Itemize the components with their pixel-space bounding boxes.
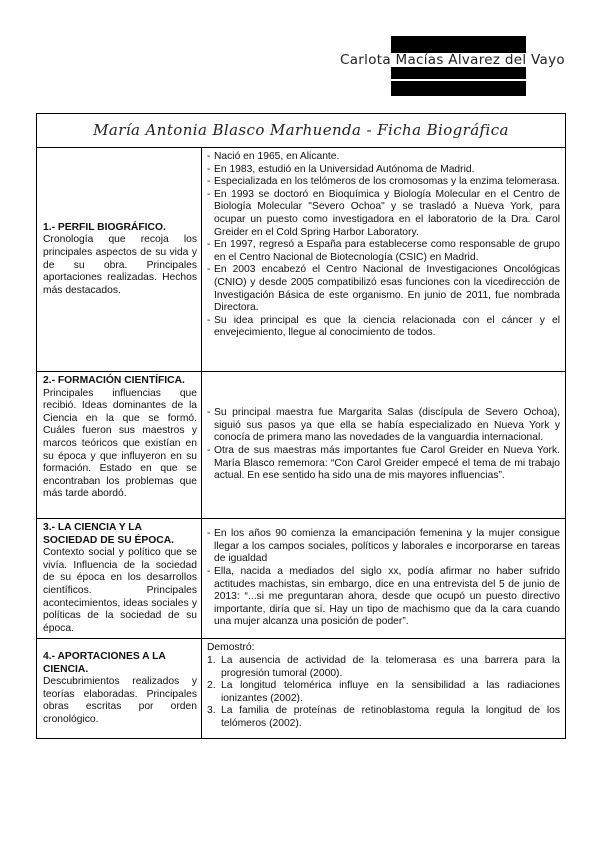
list-number: 3. <box>207 705 216 717</box>
list-item <box>207 705 560 730</box>
section-description: Contexto social y político que se vivía. Influencia de la sociedad de su época en los desarrollos científicos. Principales acontecimientos, ideas sociales y políticas de la sociedad de su época. <box>43 547 197 634</box>
list-item: - Su idea principal es que la ciencia relacionada con el cáncer y el envejecimiento, llegue al conocimiento de todos. <box>207 315 560 340</box>
section-1-list <box>207 151 560 340</box>
redaction-bar-bottom <box>391 81 526 96</box>
list-number: 1. <box>207 654 216 666</box>
section-3-content <box>202 519 566 639</box>
list-item: - Su principal maestra fue Margarita Salas (discípula de Severo Ochoa), siguió sus pasos ya que ella se había especializado en Nueva York y conocía de primera mano las novedades de la vanguardia internacional. <box>207 407 560 445</box>
author-name: Carlota Macías Álvarez del Vayo <box>340 52 565 68</box>
list-item: - En 1997, regresó a España para establecerse como responsable de grupo en el Centro Nacional de Biotecnología (CSIC) en Madrid. <box>207 239 560 264</box>
section-3-list <box>207 528 560 629</box>
section-title: 4.- APORTACIONES A LA CIENCIA. <box>43 651 166 675</box>
section-description: Descubrimientos realizados y teorías elaboradas. Principales obras escritas por orden cronológico. <box>43 676 197 726</box>
list-item: - Otra de sus maestras más importantes fue Carol Greider en Nueva York. María Blasco rememora: “Con Carol Greider empecé el tema de mi trabajo actual. En ese sentido ha sido una de mis mayores influencias”. <box>207 445 560 483</box>
section-title: 2.- FORMACIÓN CIENTÍFICA. <box>43 375 185 386</box>
section-2-header <box>37 372 202 519</box>
list-text: La familia de proteínas de retinoblastoma regula la longitud de los telómeros (2002). <box>221 705 560 729</box>
redaction-bar-middle <box>391 67 526 79</box>
list-item: - Especializada en los telómeros de los cromosomas y la enzima telomerasa. <box>207 176 560 189</box>
list-item <box>207 655 560 680</box>
list-item: - Ella, nacida a mediados del siglo xx, podía afirmar no haber sufrido actitudes machistas, sin embargo, dice en una entrevista del 5 de junio de 2013: “...si me preguntaran ahora, desde que ocupó un puesto directivo importante, diría que sí. Hay un tipo de machismo que da la cara cuando una mujer alcanza una posición de poder”. <box>207 566 560 629</box>
title-cell <box>37 114 566 148</box>
section-3-header <box>37 519 202 639</box>
list-item: - En 2003 encabezó el Centro Nacional de Investigaciones Oncológicas (CNIO) y desde 2005 compatibilizó esas funciones con la vicedirección de Investigación Básica de este organismo. En junio de 2011, fue nombrada Directora. <box>207 264 560 314</box>
sheet-title: María Antonia Blasco Marhuenda - Ficha Biográfica <box>93 121 509 139</box>
section-title: 1.- PERFIL BIOGRÁFICO. <box>43 221 166 233</box>
section-4-content <box>202 639 566 739</box>
section-2-list <box>207 407 560 483</box>
section-title: 3.- LA CIENCIA Y LA SOCIEDAD DE SU ÉPOCA. <box>43 522 175 546</box>
list-item: - En 1993 se doctoró en Bioquímica y Biología Molecular en el Centro de Biología Molecular "Severo Ochoa" y se trasladó a Nueva York, para ocupar un puesto como investigadora en el laboratorio de la Dra. Carol Greider en el Cold Spring Harbor Laboratory. <box>207 189 560 239</box>
list-item <box>207 680 560 705</box>
list-text: La longitud telomérica influye en la sensibilidad a las radiaciones ionizantes (2002). <box>221 680 560 704</box>
section-description: Cronología que recoja los principales aspectos de su vida y de su obra. Principales aportaciones realizadas. Hechos más destacados. <box>43 234 197 296</box>
section-1-content <box>202 148 566 372</box>
list-item: - En 1983, estudió en la Universidad Autónoma de Madrid. <box>207 164 560 177</box>
redaction-bar-top <box>391 36 526 53</box>
list-item: - Nació en 1965, en Alicante. <box>207 151 560 164</box>
section-description: Principales influencias que recibió. Ideas dominantes de la Ciencia en la que se formó. Cuáles fueron sus maestros y marcos teóricos que existían en su época y que influyeron en su formación. Estado en que se encontraban los problemas que más tarde abordó. <box>43 387 197 500</box>
section-4-header <box>37 639 202 739</box>
section-1-header <box>37 148 202 372</box>
section-4-list <box>207 655 560 731</box>
list-number: 2. <box>207 680 216 692</box>
list-text: La ausencia de actividad de la telomerasa es una barrera para la progresión tumoral (2000). <box>221 654 560 679</box>
biography-sheet <box>36 113 566 739</box>
list-item: - En los años 90 comienza la emancipación femenina y la mujer consigue llegar a los campos sociales, políticos y laborales e incorporarse en tareas de igualdad <box>207 528 560 566</box>
section-2-content <box>202 372 566 519</box>
section-intro: Demostró: <box>207 642 255 654</box>
